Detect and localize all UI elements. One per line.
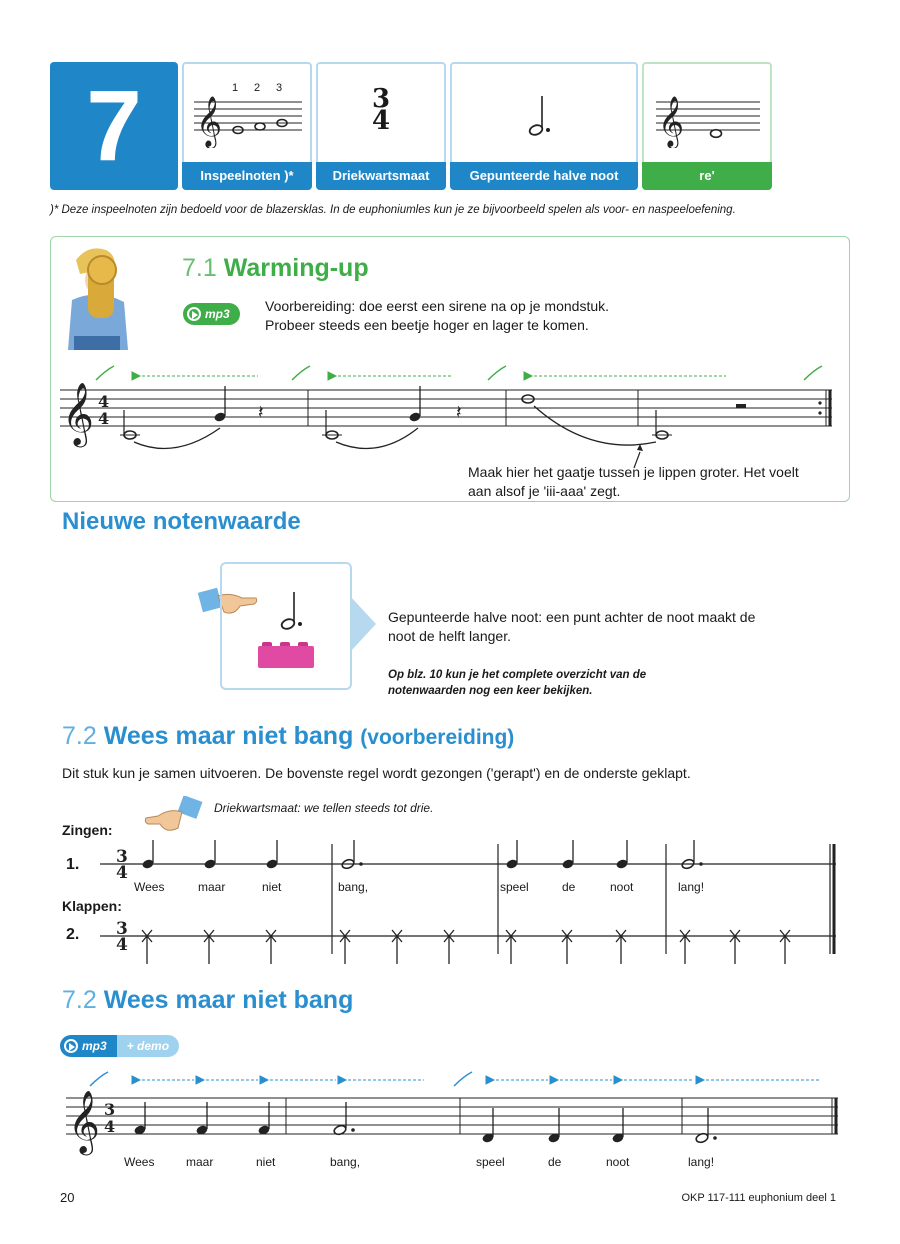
euphonium-player-illustration [58, 240, 136, 358]
lyric: Wees [124, 1155, 155, 1169]
warmup-intro [265, 297, 609, 335]
section-subtitle: (voorbereiding) [360, 726, 515, 749]
new-value-heading: Nieuwe notenwaarde [62, 508, 301, 535]
demo-label[interactable]: + demo [117, 1035, 179, 1057]
section-71-heading [182, 254, 369, 283]
lyric: noot [606, 1155, 630, 1169]
mp3-button[interactable] [183, 303, 240, 325]
mp3-demo-button[interactable] [60, 1035, 179, 1057]
lyric: niet [256, 1155, 276, 1169]
chapter-number: 7 [50, 62, 178, 190]
time-sig-top: 3 [371, 84, 391, 114]
mp3-label: mp3 [205, 307, 230, 321]
card-label: Gepunteerde halve noot [450, 162, 638, 190]
time-sig-top: 4 [98, 392, 110, 411]
lyric: maar [186, 1155, 214, 1169]
card-label: Inspeelnoten )* [182, 162, 312, 190]
section-number: 7.2 [62, 722, 97, 750]
svg-text:𝄽: 𝄽 [258, 402, 264, 423]
note-line-1: Maak hier het gaatje tussen je lippen groter. Het voelt [468, 464, 799, 480]
card-warmup-notes [182, 62, 312, 190]
warmup-note [468, 463, 799, 501]
desc-line-2: noot de helft langer. [388, 628, 511, 644]
section-title: Wees maar niet bang [103, 986, 354, 1014]
row-1-label: 1. [66, 856, 80, 873]
play-icon [64, 1039, 78, 1053]
lyric: lang! [688, 1155, 715, 1169]
lyric: maar [198, 880, 226, 894]
time-sig-top-2: 3 [116, 919, 128, 939]
treble-staff-icon [190, 78, 306, 148]
svg-text:𝄞: 𝄞 [68, 1090, 100, 1153]
page-number: 20 [60, 1190, 75, 1205]
sing-label: Zingen: [62, 822, 113, 838]
treble-staff-re-icon [652, 78, 764, 148]
note-number-2: 2 [254, 82, 261, 94]
book-reference: OKP 117-111 euphonium deel 1 [681, 1192, 836, 1204]
svg-text:𝄞: 𝄞 [658, 96, 685, 147]
lyric: noot [610, 880, 634, 894]
lego-brick-icon [256, 636, 318, 672]
clap-label: Klappen: [62, 898, 122, 914]
time-sig-bottom: 4 [116, 863, 128, 883]
time-sig-top: 3 [116, 847, 128, 867]
card-dotted-half-note [450, 62, 638, 190]
svg-text:𝄽: 𝄽 [456, 402, 462, 423]
lyric: bang, [330, 1155, 361, 1169]
time-sig-bottom-2: 4 [116, 935, 128, 955]
rhythm-staff [100, 840, 840, 970]
lyric: speel [500, 880, 529, 894]
mp3-button[interactable] [60, 1035, 117, 1057]
time-sig-bottom: 4 [98, 409, 110, 428]
mp3-label: mp3 [82, 1039, 107, 1053]
section-72a-heading [62, 722, 514, 751]
section-72a-intro: Dit stuk kun je samen uitvoeren. De bovenste regel wordt gezongen ('gerapt') en de onderste geklapt. [62, 765, 691, 781]
section-number: 7.2 [62, 986, 97, 1014]
pointing-hand-icon [142, 796, 204, 838]
desc-line-1: Gepunteerde halve noot: een punt achter de noot maakt de [388, 609, 756, 625]
note-line-2: aan alsof je 'iii-aaa' zegt. [468, 483, 621, 499]
warmup-staff [60, 360, 840, 470]
time-sig-bottom: 4 [104, 1117, 116, 1136]
ref-line-2: notenwaarden nog een keer bekijken. [388, 685, 593, 697]
play-icon [187, 307, 201, 321]
section-72b-heading [62, 986, 353, 1015]
time-sig-top: 3 [104, 1100, 116, 1119]
section-72a-tip: Driekwartsmaat: we tellen steeds tot drie. [214, 801, 434, 815]
section-title: Wees maar niet bang [103, 722, 354, 750]
note-value-box [220, 562, 352, 690]
svg-text:𝄞: 𝄞 [62, 382, 94, 445]
lyric: de [562, 880, 576, 894]
svg-text:𝄞: 𝄞 [196, 96, 223, 147]
lyric: Wees [134, 880, 165, 894]
intro-line-1: Voorbereiding: doe eerst een sirene na op je mondstuk. [265, 298, 610, 314]
ref-line-1: Op blz. 10 kun je het complete overzicht van de [388, 669, 647, 681]
dotted-half-note-icon [526, 92, 566, 142]
lyric: speel [476, 1155, 505, 1169]
lyric: lang! [678, 880, 705, 894]
footnote: )* Deze inspeelnoten zijn bedoeld voor de blazersklas. In de euphoniumles kun je ze bijvoorbeeld spelen als voor- en naspeeloefening. [50, 204, 736, 216]
section-title: Warming-up [223, 254, 369, 282]
lyric: de [548, 1155, 562, 1169]
card-label: re' [642, 162, 772, 190]
time-sig-bottom: 4 [371, 106, 391, 136]
note-number-3: 3 [276, 82, 283, 94]
new-value-description [388, 608, 755, 646]
card-three-four-time [316, 62, 446, 190]
card-note-re [642, 62, 772, 190]
melody-staff [62, 1064, 842, 1170]
section-number: 7.1 [182, 254, 217, 282]
row-2-label: 2. [66, 926, 80, 943]
card-label: Driekwartsmaat [316, 162, 446, 190]
arrow-right-icon [350, 596, 378, 652]
note-number-1: 1 [232, 82, 239, 94]
lyric: niet [262, 880, 282, 894]
intro-line-2: Probeer steeds een beetje hoger en lager te komen. [265, 317, 589, 333]
dotted-half-note-icon [278, 590, 318, 634]
lyric: bang, [338, 880, 369, 894]
new-value-reference [388, 667, 646, 699]
